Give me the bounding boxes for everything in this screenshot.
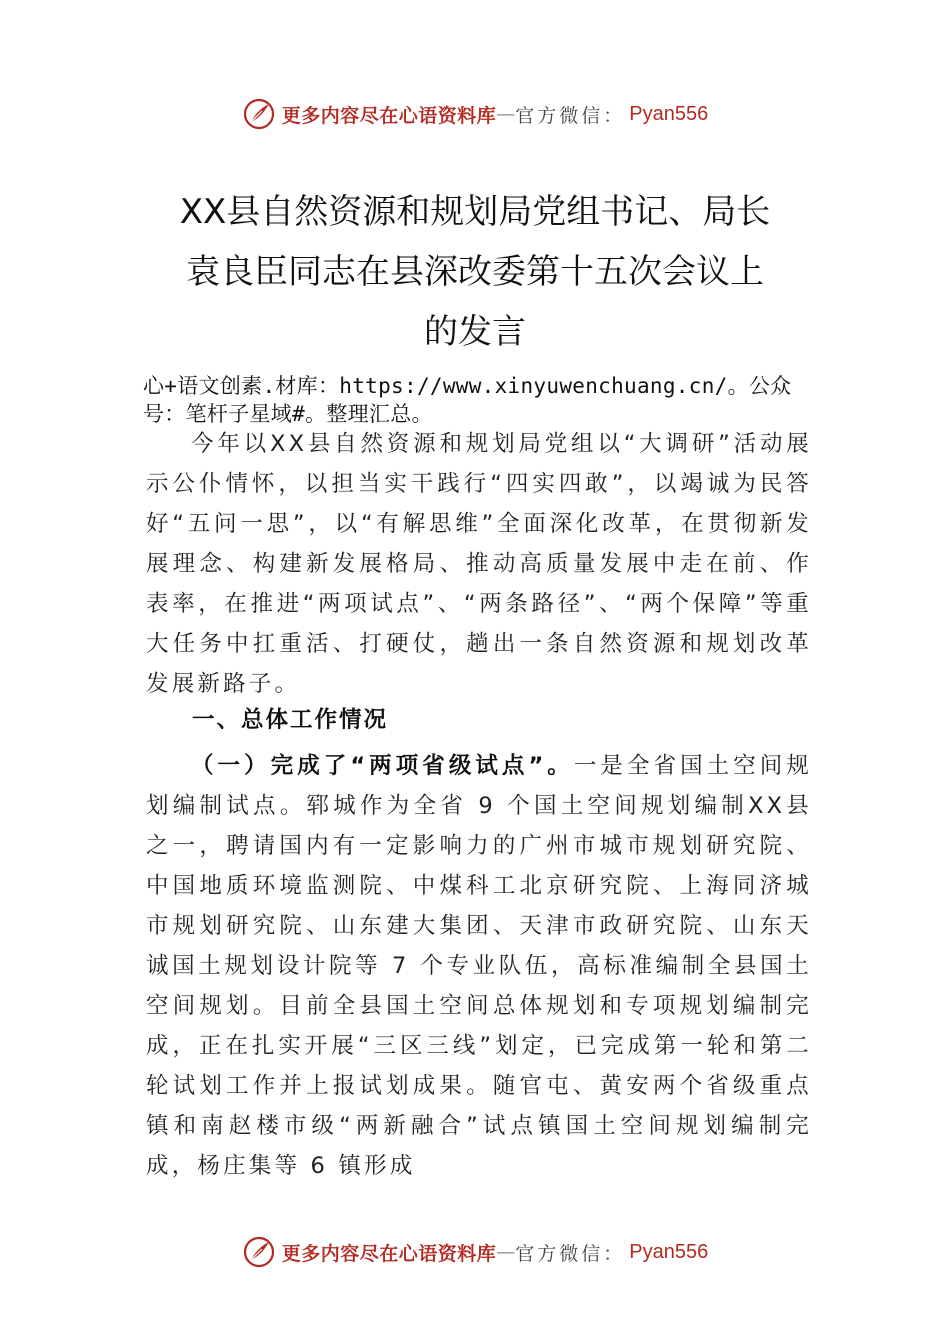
source-note: 心+语文创素.材库：https://www.xinyuwenchuang.cn/。公众号：笔杆子星域#。整理汇总。 <box>143 374 792 426</box>
banner-dash: — <box>496 1241 516 1263</box>
banner-dash: — <box>496 103 516 125</box>
section-heading: 一、总体工作情况 <box>192 707 389 733</box>
header-banner <box>0 92 950 136</box>
title-line-2: 袁良臣同志在县深改委第十五次会议上 <box>186 252 764 292</box>
intro-paragraph: 今年以XX县自然资源和规划局党组以“大调研”活动展示公仆情怀，以担当实干践行“四实四敢”，以竭诚为民答好“五问一思”，以“有解思维”全面深化改革，在贯彻新发展理念、构建新发展格局、推动高质量发展中走在前、作表率，在推进“两项试点”、“两条路径”、“两个保障”等重大任务中扛重活、打硬仗，趟出一条自然资源和规划改革发展新路子。 <box>146 431 812 697</box>
feather-circle-logo-icon <box>242 1235 276 1269</box>
document-title <box>100 182 850 362</box>
footer-banner <box>0 1230 950 1274</box>
feather-circle-logo-icon <box>242 97 276 131</box>
banner-brand-text: 更多内容尽在心语资料库 <box>281 104 497 127</box>
title-line-1: XX县自然资源和规划局党组书记、局长 <box>179 192 771 232</box>
banner-wechat-id: Pyan556 <box>629 102 709 125</box>
subsection-body: 一是全省国土空间规划编制试点。郓城作为全省 9 个国土空间规划编制XX县之一，聘请国内有一定影响力的广州市城市规划研究院、中国地质环境监测院、中煤科工北京研究院、上海同济城市规划研究院、山东建大集团、天津市政研究院、山东天诚国土规划设计院等 7 个专业队伍，高标准编制全县国土空间规划。目前全县国土空间总体规划和专项规划编制完成，正在扎实开展“三区三线”划定，已完成第一轮和第二轮试划工作并上报试划成果。随官屯、黄安两个省级重点镇和南赵楼市级“两新融合”试点镇国土空间规划编制完成，杨庄集等 6 镇形成 <box>146 753 812 1179</box>
banner-wechat-label: 官方微信： <box>515 1242 626 1265</box>
subsection-paragraph <box>146 746 812 1186</box>
banner-wechat-label: 官方微信： <box>515 104 626 127</box>
banner-wechat-id: Pyan556 <box>629 1240 709 1263</box>
subsection-lead: （一）完成了“两项省级试点”。 <box>191 753 574 779</box>
title-line-3: 的发言 <box>424 312 526 352</box>
banner-brand-text: 更多内容尽在心语资料库 <box>281 1242 497 1265</box>
